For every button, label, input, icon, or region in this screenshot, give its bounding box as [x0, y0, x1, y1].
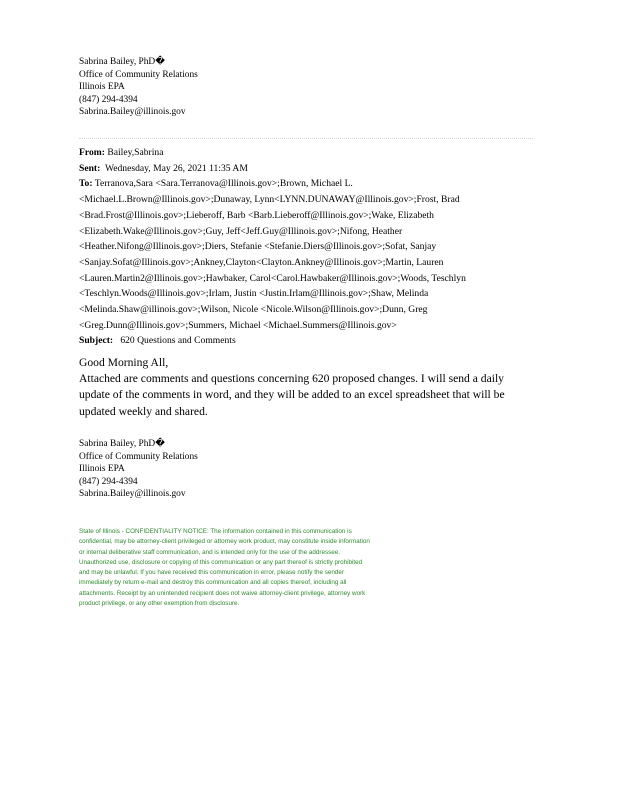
to-line: <Elizabeth.Wake@Illinois.gov>;Guy, Jeff<Jeff.Guy@Illinois.gov>;Nifong, Heather: [79, 225, 403, 237]
signature-block-bottom: [79, 438, 198, 501]
body-line: update of the comments in word, and they will be added to an excel spreadsheet that will be: [79, 388, 505, 402]
signature-office: Office of Community Relations: [79, 451, 198, 462]
notice-line: State of Illinois - CONFIDENTIALITY NOTICE: The information contained in this communication is: [79, 528, 352, 535]
email-body: [79, 355, 539, 420]
signature-office: Office of Community Relations: [79, 69, 198, 80]
from-label: From:: [79, 147, 105, 158]
to-line: Terranova,Sara <Sara.Terranova@Illinois.gov>;Brown, Michael L.: [94, 178, 353, 190]
greeting: Good Morning All,: [79, 356, 169, 369]
notice-line: and may be unlawful. If you have received this communication in error, please notify the sender: [79, 569, 344, 577]
to-line: <Lauren.Martin2@Illinois.gov>;Hawbaker, Carol<Carol.Hawbaker@Illinois.gov>;Woods, Teschlyn: [79, 272, 466, 284]
from-row: [79, 145, 534, 161]
to-line: <Heather.Nifong@Illinois.gov>;Diers, Stefanie <Stefanie.Diers@Illinois.gov>;Sofat, Sanjay: [79, 241, 437, 253]
signature-phone: (847) 294-4394: [79, 476, 138, 487]
notice-line: immediately by return e-mail and destroy this communication and all copies thereof, including all: [79, 579, 347, 587]
from-value: Bailey,Sabrina: [107, 147, 164, 158]
signature-block-top: [79, 56, 198, 119]
to-row: [79, 176, 534, 192]
to-line: <Michael.L.Brown@Illinois.gov>;Dunaway, Lynn<LYNN.DUNAWAY@Illinois.gov>;Frost, Brad: [79, 194, 460, 206]
signature-name: Sabrina Bailey, PhD�: [79, 439, 165, 449]
signature-agency: Illinois EPA: [79, 82, 125, 93]
divider: [79, 138, 533, 139]
subject-value: 620 Questions and Comments: [120, 335, 236, 347]
email-header: [79, 145, 534, 349]
to-line: <Sanjay.Sofat@Illinois.gov>;Ankney,Clayton<Clayton.Ankney@Illinois.gov>;Martin, Lauren: [79, 256, 444, 268]
notice-line: or internal deliberative staff communication, and is intended only for the use of the addressee.: [79, 548, 341, 556]
signature-agency: Illinois EPA: [79, 464, 125, 475]
sent-value: Wednesday, May 26, 2021 11:35 AM: [104, 162, 248, 174]
confidentiality-notice: [79, 527, 370, 609]
subject-row: [79, 333, 534, 349]
to-line: <Greg.Dunn@Illinois.gov>;Summers, Michael <Michael.Summers@Illinois.gov>: [79, 319, 397, 331]
to-line: <Brad.Frost@Illinois.gov>;Lieberoff, Barb <Barb.Lieberoff@Illinois.gov>;Wake, Elizabeth: [79, 209, 434, 221]
to-line: <Teschlyn.Woods@Illinois.gov>;Irlam, Justin <Justin.Irlam@Illinois.gov>;Shaw, Melinda: [79, 288, 429, 300]
subject-label: Subject:: [79, 335, 114, 347]
notice-line: confidential, may be attorney-client privileged or attorney work product, may constitute inside information: [79, 538, 370, 546]
signature-email: Sabrina.Bailey@illinois.gov: [79, 489, 186, 500]
notice-line: Unauthorized use, disclosure or copying of this communication or any part thereof is strictly prohibited: [79, 558, 363, 566]
signature-phone: (847) 294-4394: [79, 94, 138, 105]
sent-label: Sent:: [79, 162, 101, 174]
body-line: Attached are comments and questions concerning 620 proposed changes. I will send a daily: [79, 372, 504, 386]
signature-name: Sabrina Bailey, PhD�: [79, 57, 165, 67]
notice-line: product privilege, or any other exemption from disclosure.: [79, 600, 240, 608]
to-label: To:: [79, 178, 93, 190]
body-line: updated weekly and shared.: [79, 404, 208, 418]
sent-row: [79, 161, 534, 177]
to-line: <Melinda.Shaw@illinois.gov>;Wilson, Nicole <Nicole.Wilson@Illinois.gov>;Dunn, Greg: [79, 304, 428, 316]
signature-email: Sabrina.Bailey@illinois.gov: [79, 107, 186, 118]
notice-line: attachments. Receipt by an unintended recipient does not waive attorney-client privilege, attorney work: [79, 589, 366, 597]
